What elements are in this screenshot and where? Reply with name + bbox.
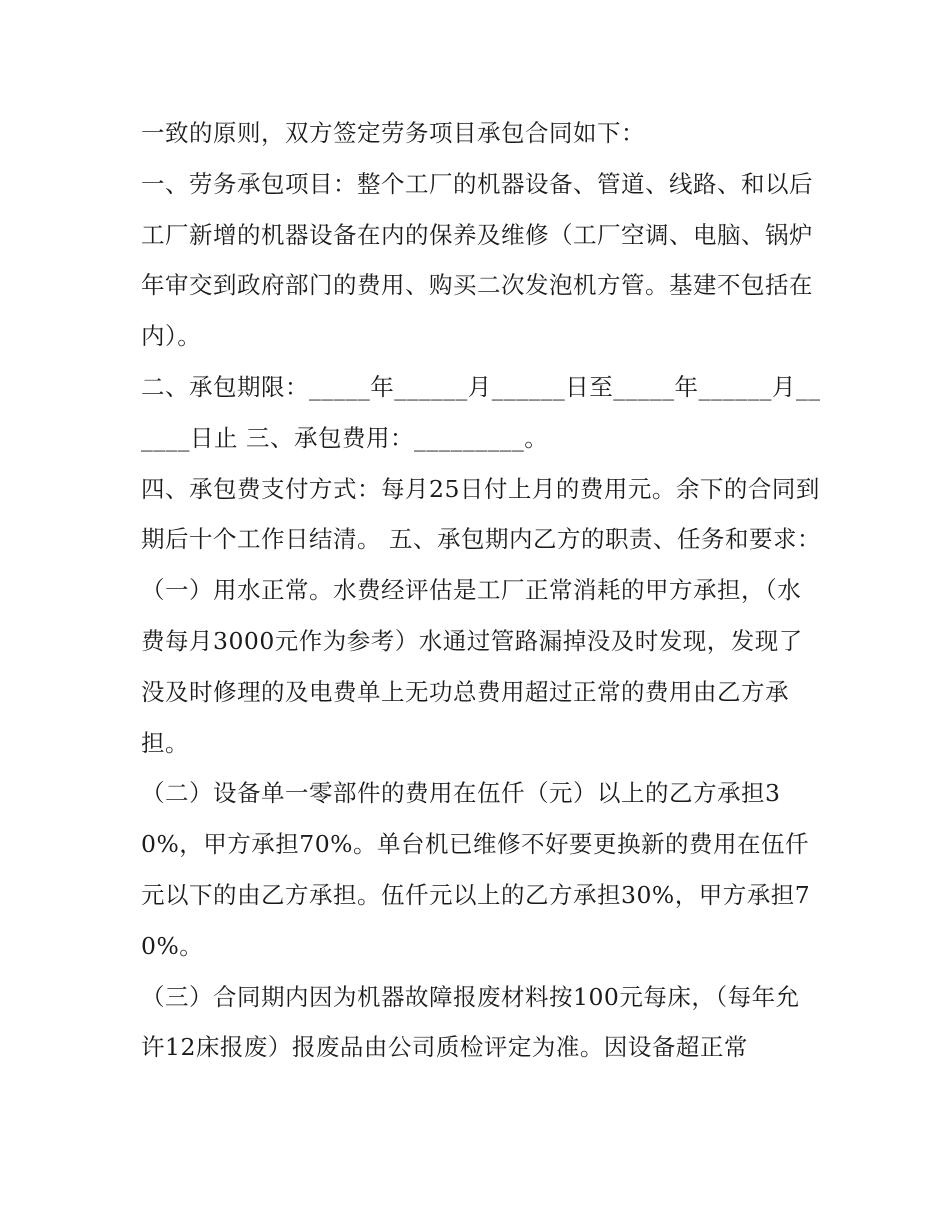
- paragraph-clause-2-term-and-fee: 二、承包期限：_____年______月______日至_____年______月______日止 三、承包费用：_________。: [141, 372, 821, 452]
- paragraph-intro: 一致的原则，双方签定劳务项目承包合同如下：: [141, 119, 645, 147]
- document-body: [141, 108, 821, 1073]
- paragraph-clause-1-project: 一、劳务承包项目：整个工厂的机器设备、管道、线路、和以后工厂新增的机器设备在内的保养及维修（工厂空调、电脑、锅炉年审交到政府部门的费用、购买二次发泡机方管。基建不包括在内）。: [141, 169, 813, 351]
- paragraph-clause-4-payment: 四、承包费支付方式：每月25日付上月的费用元。余下的合同到期后十个工作日结清。 五、承包期内乙方的职责、任务和要求：: [141, 474, 821, 554]
- paragraph-item-3-scrap: （三）合同期内因为机器故障报废材料按100元每床，（每年允许12床报废）报废品由公司质检评定为准。因设备超正常: [141, 982, 800, 1062]
- paragraph-item-1-water: （一）用水正常。水费经评估是工厂正常消耗的甲方承担，（水费每月3000元作为参考）水通过管路漏掉没及时发现，发现了没及时修理的及电费单上无功总费用超过正常的费用由乙方承担。: [141, 576, 803, 757]
- paragraph-item-2-parts: （二）设备单一零部件的费用在伍仟（元）以上的乙方承担30%，甲方承担70%。单台机已维修不好要更换新的费用在伍仟元以下的由乙方承担。伍仟元以上的乙方承担30%，甲方承担70%。: [141, 779, 811, 960]
